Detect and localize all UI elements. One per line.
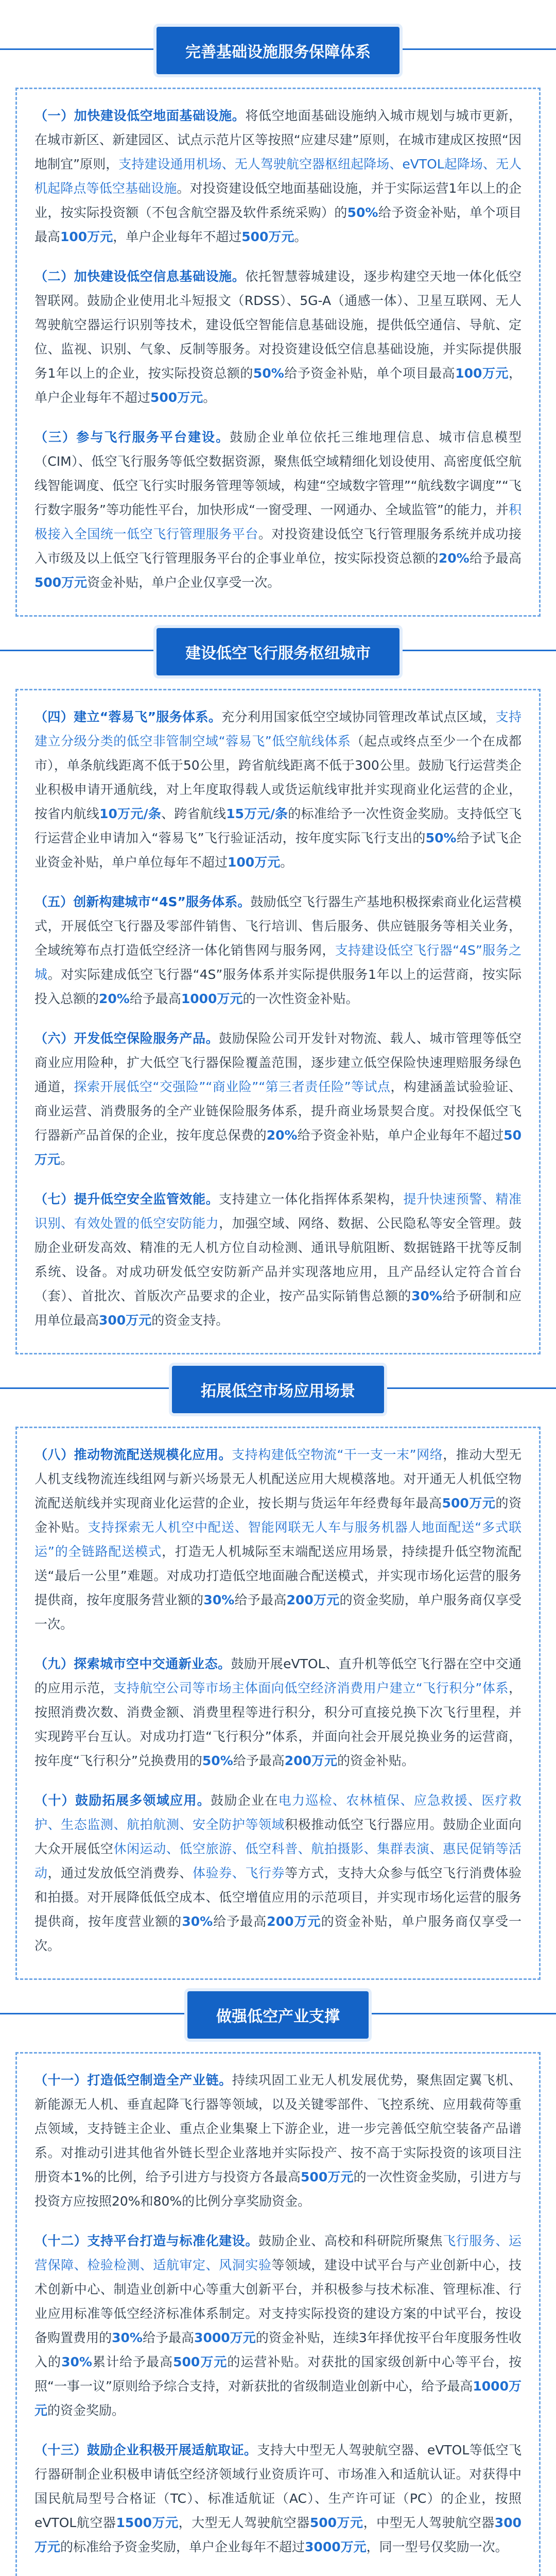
body-text: 、跨省航线 xyxy=(161,806,227,821)
amount-text: 3000万元 xyxy=(194,2330,256,2345)
item-heading: （十）鼓励拓展多领域应用。 xyxy=(34,1793,211,1808)
item-heading: （一）加快建设低空地面基础设施。 xyxy=(34,108,246,123)
body-text: 将低空地面基础设施纳入城市规划与城市更新，在城市新区、新建园区、试点示范片区等按照“应建尽建”原则，在城市建成区按照“因地制宜”原则， xyxy=(34,108,522,172)
body-text: 给予最高 xyxy=(129,991,181,1006)
highlight-text: 体验券、飞行券 xyxy=(193,1866,285,1880)
body-text: 给予资金补贴，单个项目最高 xyxy=(284,366,456,381)
body-text: 。 xyxy=(60,1152,74,1167)
item-heading: （二）加快建设低空信息基础设施。 xyxy=(34,269,246,284)
policy-item xyxy=(34,1187,522,1332)
body-text: 的一次性资金奖励，引进方与投资方应按照20%和80%的比例分享奖励资金。 xyxy=(34,2170,522,2209)
section-header xyxy=(0,15,556,82)
highlight-text: 支持构建低空物流“干一支一末”网络 xyxy=(232,1447,443,1462)
body-text: 给予资金补贴，单户企业每年不超过 xyxy=(297,1128,504,1143)
policy-item xyxy=(34,890,522,1011)
body-text: 给予试飞企业资金补贴，单户单位每年不超过 xyxy=(34,831,522,870)
amount-text: 200万元 xyxy=(267,1914,321,1929)
section-title: 做强低空产业支撑 xyxy=(187,1991,369,2039)
body-text: ，通过发放低空消费券、 xyxy=(47,1866,193,1880)
body-text: 给予最高 xyxy=(213,1914,267,1929)
highlight-text: 电力巡检、农林植保、应急救援、医疗救护、生态监测、航拍航测、安全防护等领域 xyxy=(34,1793,522,1832)
body-text: 的一次性资金补贴。 xyxy=(242,991,359,1006)
body-text: 的标准给予一次性资金奖励。支持低空飞行运营企业申请加入“蓉易飞”飞行验证活动，按年度实际飞行支出的 xyxy=(34,806,522,845)
amount-text: 50% xyxy=(425,831,457,845)
item-heading: （七）提升低空安全监管效能。 xyxy=(34,1192,219,1207)
body-text: ，构建涵盖试验验证、商业运营、消费服务的全产业链保险服务体系，提升商业场景契合度。对投保低空飞行器新产品首保的企业，按年度总保费的 xyxy=(34,1079,522,1143)
policy-item xyxy=(34,1443,522,1636)
body-text: 鼓励企业单位依托三维地理信息、城市信息模型（CIM）、低空飞行服务等低空数据资源，聚焦低空域精细化划设使用、高密度低空航线智能调度、低空飞行实时服务管理等领域，构建“空域数字管理”“航线数字调度”“飞行数字服务”等功能性平台，加快形成“一窗受理、一网通办、全域监管”的能力，并 xyxy=(34,430,522,517)
highlight-text: 休闲运动、低空旅游、低空科普、航拍摄影、集群表演、惠民促销等活动 xyxy=(34,1841,522,1880)
body-text: 给予最高 xyxy=(469,551,522,566)
highlight-text: 支持建设低空飞行器“4S”服务之城 xyxy=(34,943,522,982)
body-text: 依托智慧蓉城建设，逐步构建空天地一体化低空智联网。鼓励企业使用北斗短报文（RDSS）、5G-A（通感一体）、卫星互联网、无人驾驶航空器运行识别等技术，建设低空智能信息基础设施，提供低空通信、导航、定位、监视、识别、气象、反制等服务。对投资建设低空信息基础设施，并实际提供服务1年以上的企业，按实际投资总额的 xyxy=(34,269,522,381)
body-text: ，中型无人驾驶航空器 xyxy=(363,2515,495,2530)
body-text: 的资金补贴。 xyxy=(337,1753,414,1768)
amount-text: 500万元 xyxy=(301,2170,354,2184)
amount-text: 3000万元 xyxy=(305,2539,367,2554)
amount-text: 1000万元 xyxy=(181,991,243,1006)
amount-text: 500万元 xyxy=(34,575,88,590)
policy-item xyxy=(34,1026,522,1172)
body-text: 。 xyxy=(280,855,293,870)
body-text: 鼓励企业在 xyxy=(211,1793,279,1808)
amount-text: 50% xyxy=(253,366,284,381)
body-text: 资金补贴，单户企业仅享受一次。 xyxy=(87,575,281,590)
item-heading: （十二）支持平台打造与标准化建设。 xyxy=(34,2233,258,2248)
body-text: 充分利用国家低空空域协同管理改革试点区域， xyxy=(221,709,496,724)
item-heading: （六）开发低空保险服务产品。 xyxy=(34,1031,219,1046)
body-text: 的标准给予资金奖励，单户企业每年不超过 xyxy=(60,2539,305,2554)
body-text: 给予资金补贴，单个项目最高 xyxy=(34,205,522,244)
highlight-text: 探索开展低空“交强险”“商业险”“第三者责任险”等试点 xyxy=(74,1079,391,1094)
body-text: 支持大中型无人驾驶航空器、eVTOL等低空飞行器研制企业积极申请低空经济领域行业资质许可、市场准入和适航认证。对获得中国民航局型号合格证（TC）、标准适航证（AC）、生产许可证（PC）的企业，按照eVTOL航空器 xyxy=(34,2443,522,2530)
section-content-box xyxy=(15,1427,541,1980)
item-heading: （九）探索城市空中交通新业态。 xyxy=(34,1656,231,1671)
body-text: 鼓励企业、高校和科研院所聚焦 xyxy=(258,2233,443,2248)
body-text: 鼓励开展eVTOL、直升机等低空飞行器在空中交通的应用示范， xyxy=(34,1656,522,1696)
body-text: 给予最高 xyxy=(142,2330,195,2345)
item-heading: （十三）鼓励企业积极开展适航取证。 xyxy=(34,2443,257,2458)
body-text: 等方式，支持大众参与低空飞行消费体验和拍摄。对开展降低低空成本、低空增值应用的示范项目，并实现市场化运营的服务提供商，按年度营业额的 xyxy=(34,1866,522,1929)
section-content-box xyxy=(15,2052,541,2576)
body-text: 的资金支持。 xyxy=(151,1313,229,1328)
amount-text: 500万元 xyxy=(150,390,203,405)
policy-item xyxy=(34,2068,522,2213)
policy-item xyxy=(34,2438,522,2559)
amount-text: 500万元 xyxy=(309,2515,363,2530)
body-text: ，推动大型无人机支线物流连线组网与新兴场景无人机配送应用大规模落地。对开通无人机低空物流配送航线并实现商业化运营的企业，按长期与货运年年经费每年最高 xyxy=(34,1447,522,1511)
body-text: 支持建立一体化指挥体系架构， xyxy=(219,1192,404,1207)
body-text: 的资金补贴，连续3年择优按平台年度服务性收入的 xyxy=(34,2330,522,2369)
policy-item xyxy=(34,425,522,595)
body-text: （起点或终点至少一个在成都市），单条航线距离不低于50公里，跨省航线距离不低于300公里。鼓励飞行运营类企业积极申请开通航线，对上年度取得载人或货运航线审批并实现商业化运营的企业，按省内航线 xyxy=(34,734,522,821)
body-text: 的资金补贴，单户服务商仅享受一次。 xyxy=(34,1914,522,1953)
body-text: ，按照消费次数、消费金额、消费里程等进行积分，积分可直接兑换下次飞行里程，并实现跨平台互认。对成功打造“飞行积分”体系，并面向社会开展兑换业务的运营商，按年度“飞行积分”兑换费用的 xyxy=(34,1681,522,1768)
amount-text: 500万元 xyxy=(241,229,294,244)
item-heading: （十一）打造低空制造全产业链。 xyxy=(34,2073,232,2088)
body-text: ，加强空域、网络、数据、公民隐私等安全管理。鼓励企业研发高效、精准的无人机方位自动检测、通讯导航阻断、数据链路干扰等反制系统、设备。对成功研发低空安防新产品并实现落地应用，且产品经认定符合首台（套）、首批次、首版次产品要求的企业，按产品实际销售总额的 xyxy=(34,1216,522,1303)
body-text: 鼓励保险公司开发针对物流、载人、城市管理等低空商业应用险种，扩大低空飞行器保险覆盖范围，逐步建立低空保险快速理赔服务绿色通道， xyxy=(34,1031,522,1094)
body-text: 给予研制和应用单位最高 xyxy=(34,1289,522,1328)
amount-text: 100万元 xyxy=(228,855,281,870)
body-text: 。对投资建设低空地面基础设施，并于实际运营1年以上的企业，按实际投资额（不包含航空器及软件系统采购）的 xyxy=(34,181,522,220)
amount-text: 30% xyxy=(182,1914,213,1929)
body-text: 的资金补贴。 xyxy=(34,1496,522,1535)
body-text: 的资金奖励。 xyxy=(47,2403,125,2418)
body-text: 累计给予最高 xyxy=(92,2354,173,2369)
body-text: 等领域，建设中试平台与产业创新中心，技术创新中心、制造业创新中心等重大创新平台，并积极参与技术标准、管理标准、行业应用标准等低空经济标准体系制定。对支持实际投资的建设方案的中试平台，按设备购置费用的 xyxy=(34,2258,522,2345)
section-content-box xyxy=(15,88,541,617)
body-text: 的资金奖励，单户服务商仅享受一次。 xyxy=(34,1592,522,1632)
amount-text: 100万元 xyxy=(455,366,509,381)
body-text: 持续巩固工业无人机发展优势，聚焦固定翼飞机、新能源无人机、垂直起降飞行器等领域，以及关键零部件、飞控系统、应用载荷等重点领域，支持链主企业、重点企业集聚上下游企业，进一步完善低空航空装备产品谱系。对推动引进其他省外链长型企业落地并实际投产、按不高于实际投资的该项目注册资本1%的比例，给予引进方与投资方各最高 xyxy=(34,2073,522,2184)
body-text: 。 xyxy=(203,390,216,405)
amount-text: 30% xyxy=(411,1289,442,1303)
amount-text: 500万元 xyxy=(173,2354,228,2369)
body-text: 。对投资建设低空飞行管理服务系统并成功接入市级及以上低空飞行管理服务平台的企事业单位，按实际投资总额的 xyxy=(34,527,522,566)
highlight-text: 飞行服务、运营保障、检验检测、适航审定、风洞实验 xyxy=(34,2233,522,2273)
section-title: 拓展低空市场应用场景 xyxy=(172,1366,384,1413)
amount-text: 100万元 xyxy=(60,229,113,244)
body-text: 。 xyxy=(294,229,307,244)
section-header xyxy=(0,1980,556,2047)
amount-text: 20% xyxy=(266,1128,298,1143)
amount-text: 50% xyxy=(202,1753,233,1768)
body-text: ，大型无人驾驶航空器 xyxy=(178,2515,310,2530)
policy-item xyxy=(34,2229,522,2422)
amount-text: 20% xyxy=(438,551,470,566)
section-content-box xyxy=(15,689,541,1354)
body-text: 给予最高 xyxy=(234,1592,287,1607)
body-text: ，打造无人机城际至末端配送应用场景，持续提升低空物流配送“最后一公里”难题。对成功打造低空地面融合配送模式，并实现市场化运营的服务提供商，按年度服务营业额的 xyxy=(34,1544,522,1607)
body-text: 的运营补贴。对获批的国家级创新中心等平台，按照“一事一议”原则给予综合支持，对新获批的省级制造业创新中心，给予最高 xyxy=(34,2354,522,2394)
policy-item xyxy=(34,705,522,874)
amount-text: 300万元 xyxy=(99,1313,152,1328)
policy-item xyxy=(34,1652,522,1773)
body-text: 积极推动低空飞行器应用。鼓励企业面向大众开展低空 xyxy=(34,1817,522,1856)
item-heading: （五）创新构建城市“4S”服务体系。 xyxy=(34,894,251,909)
body-text: ，单户企业每年不超过 xyxy=(113,229,242,244)
amount-text: 30% xyxy=(61,2354,92,2369)
highlight-text: 提升快速预警、精准识别、有效处置的低空安防能力 xyxy=(34,1192,522,1231)
highlight-text: 积极接入全国统一低空飞行管理服务平台 xyxy=(34,502,522,541)
item-heading: （八）推动物流配送规模化应用。 xyxy=(34,1447,232,1462)
amount-text: 1500万元 xyxy=(116,2515,179,2530)
amount-text: 300万元 xyxy=(34,2515,522,2554)
amount-text: 30% xyxy=(203,1592,235,1607)
amount-text: 200万元 xyxy=(286,1592,340,1607)
policy-item xyxy=(34,104,522,249)
amount-text: 15万元/条 xyxy=(226,806,288,821)
highlight-text: 支持建立分级分类的低空非管制空域“蓉易飞”低空航线体系 xyxy=(34,709,522,749)
item-heading: （三）参与飞行服务平台建设。 xyxy=(34,430,230,445)
policy-item xyxy=(34,1788,522,1958)
section-title: 建设低空飞行服务枢纽城市 xyxy=(157,628,399,675)
amount-text: 20% xyxy=(99,991,130,1006)
highlight-text: 支持探索无人机空中配送、智能网联无人车与服务机器人地面配送“多式联运”的全链路配送模式 xyxy=(34,1520,522,1559)
highlight-text: 支持航空公司等市场主体面向低空经济消费用户建立“飞行积分”体系 xyxy=(113,1681,509,1696)
amount-text: 500万元 xyxy=(442,1496,496,1511)
section-title: 完善基础设施服务保障体系 xyxy=(157,27,399,74)
amount-text: 10万元/条 xyxy=(99,806,162,821)
amount-text: 30% xyxy=(112,2330,143,2345)
section-header xyxy=(0,1354,556,1421)
amount-text: 1000万元 xyxy=(34,2379,522,2418)
body-text: 。对实际建成低空飞行器“4S”服务体系并实际提供服务1年以上的运营商，按实际投入总额的 xyxy=(34,967,522,1006)
item-heading: （四）建立“蓉易飞”服务体系。 xyxy=(34,709,222,724)
amount-text: 200万元 xyxy=(284,1753,337,1768)
policy-item xyxy=(34,264,522,410)
highlight-text: 支持建设通用机场、无人驾驶航空器枢纽起降场、eVTOL起降场、无人机起降点等低空基础设施 xyxy=(34,157,522,196)
body-text: ，单户企业每年不超过 xyxy=(34,366,522,405)
amount-text: 50万元 xyxy=(34,1128,522,1167)
amount-text: 50% xyxy=(347,205,378,220)
body-text: 给予最高 xyxy=(233,1753,285,1768)
section-header xyxy=(0,617,556,684)
body-text: 鼓励低空飞行器生产基地积极探索商业化运营模式，开展低空飞行器及零部件销售、飞行培训、售后服务、供应链服务等相关业务，全域统筹布点打造低空经济一体化销售网与服务网， xyxy=(34,894,522,958)
body-text: ，同一型号仅奖励一次。 xyxy=(366,2539,508,2554)
